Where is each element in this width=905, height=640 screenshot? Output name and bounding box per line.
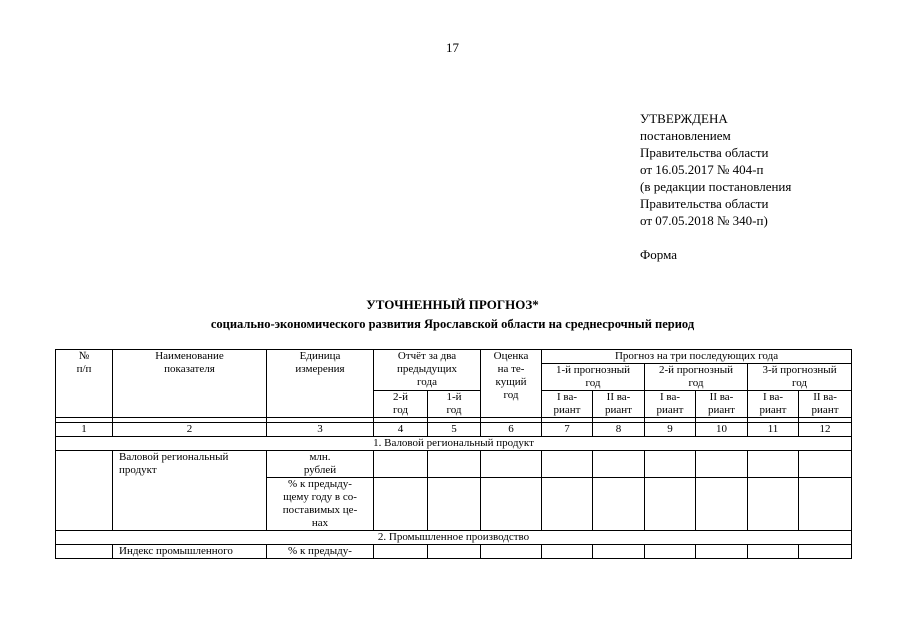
header-variant-2: II ва- риант — [696, 391, 748, 418]
column-number: 4 — [374, 423, 428, 437]
approval-line: постановлением — [640, 128, 731, 143]
header-forecast-year-3: 3-й прогнозный год — [748, 364, 852, 391]
approval-line: (в редакции постановления — [640, 179, 792, 194]
section-heading: 2. Промышленное производство — [56, 531, 852, 545]
indicator-name: Индекс промышленного — [113, 545, 267, 559]
page-number: 17 — [446, 40, 459, 55]
table-cell — [542, 545, 593, 559]
table-cell — [645, 478, 696, 531]
column-number: 11 — [748, 423, 799, 437]
table-cell — [481, 451, 542, 478]
table-cell — [481, 478, 542, 531]
header-variant-1: I ва- риант — [542, 391, 593, 418]
document-title: УТОЧНЕННЫЙ ПРОГНОЗ* — [366, 297, 539, 312]
header-report: Отчёт за два предыдущих года — [374, 350, 481, 391]
table-cell — [428, 478, 481, 531]
approval-stamp — [640, 110, 791, 263]
column-number: 3 — [267, 423, 374, 437]
approval-line: Правительства области — [640, 196, 769, 211]
table-cell — [56, 451, 113, 531]
header-indicator-name: Наименование показателя — [113, 350, 267, 418]
header-variant-1: I ва- риант — [645, 391, 696, 418]
table-cell — [799, 451, 852, 478]
table-cell — [542, 478, 593, 531]
header-variant-2: II ва- риант — [799, 391, 852, 418]
header-unit: Единица измерения — [267, 350, 374, 418]
header-forecast-year-2: 2-й прогнозный год — [645, 364, 748, 391]
column-number: 10 — [696, 423, 748, 437]
section-heading: 1. Валовой региональный продукт — [56, 437, 852, 451]
table-cell — [593, 545, 645, 559]
header-forecast-year-1: 1-й прогнозный год — [542, 364, 645, 391]
approval-line: Правительства области — [640, 145, 769, 160]
table-cell — [799, 478, 852, 531]
header-variant-2: II ва- риант — [593, 391, 645, 418]
document-subtitle: социально-экономического развития Ярославской области на среднесрочный период — [210, 317, 695, 331]
table-cell — [593, 451, 645, 478]
table-cell — [696, 545, 748, 559]
forecast-table — [55, 349, 852, 559]
table-cell — [748, 545, 799, 559]
header-variant-1: I ва- риант — [748, 391, 799, 418]
table-cell — [542, 451, 593, 478]
unit-cell: % к предыду- щему году в со- поставимых це- нах — [267, 478, 374, 531]
column-number: 1 — [56, 423, 113, 437]
header-number: № п/п — [56, 350, 113, 418]
column-number: 2 — [113, 423, 267, 437]
indicator-name: Валовой региональный продукт — [113, 451, 267, 531]
table-cell — [428, 545, 481, 559]
table-cell — [696, 451, 748, 478]
unit-cell: % к предыду- — [267, 545, 374, 559]
header-report-year-2: 2-й год — [374, 391, 428, 418]
column-number: 12 — [799, 423, 852, 437]
table-cell — [748, 478, 799, 531]
column-number: 6 — [481, 423, 542, 437]
table-cell — [696, 478, 748, 531]
table-cell — [748, 451, 799, 478]
approval-line: от 07.05.2018 № 340-п) — [640, 213, 768, 228]
table-cell — [428, 451, 481, 478]
form-label: Форма — [640, 247, 677, 262]
table-cell — [645, 451, 696, 478]
column-number: 7 — [542, 423, 593, 437]
table-cell — [593, 478, 645, 531]
table-cell — [645, 545, 696, 559]
column-number: 5 — [428, 423, 481, 437]
column-number: 8 — [593, 423, 645, 437]
header-forecast: Прогноз на три последующих года — [542, 350, 852, 364]
table-cell — [799, 545, 852, 559]
header-estimate: Оценка на те- кущий год — [481, 350, 542, 418]
column-number: 9 — [645, 423, 696, 437]
approval-line: от 16.05.2017 № 404-п — [640, 162, 764, 177]
table-cell — [56, 545, 113, 559]
table-cell — [374, 451, 428, 478]
header-report-year-1: 1-й год — [428, 391, 481, 418]
unit-cell: млн. рублей — [267, 451, 374, 478]
table-cell — [374, 478, 428, 531]
table-cell — [374, 545, 428, 559]
approval-line: УТВЕРЖДЕНА — [640, 111, 728, 126]
table-cell — [481, 545, 542, 559]
